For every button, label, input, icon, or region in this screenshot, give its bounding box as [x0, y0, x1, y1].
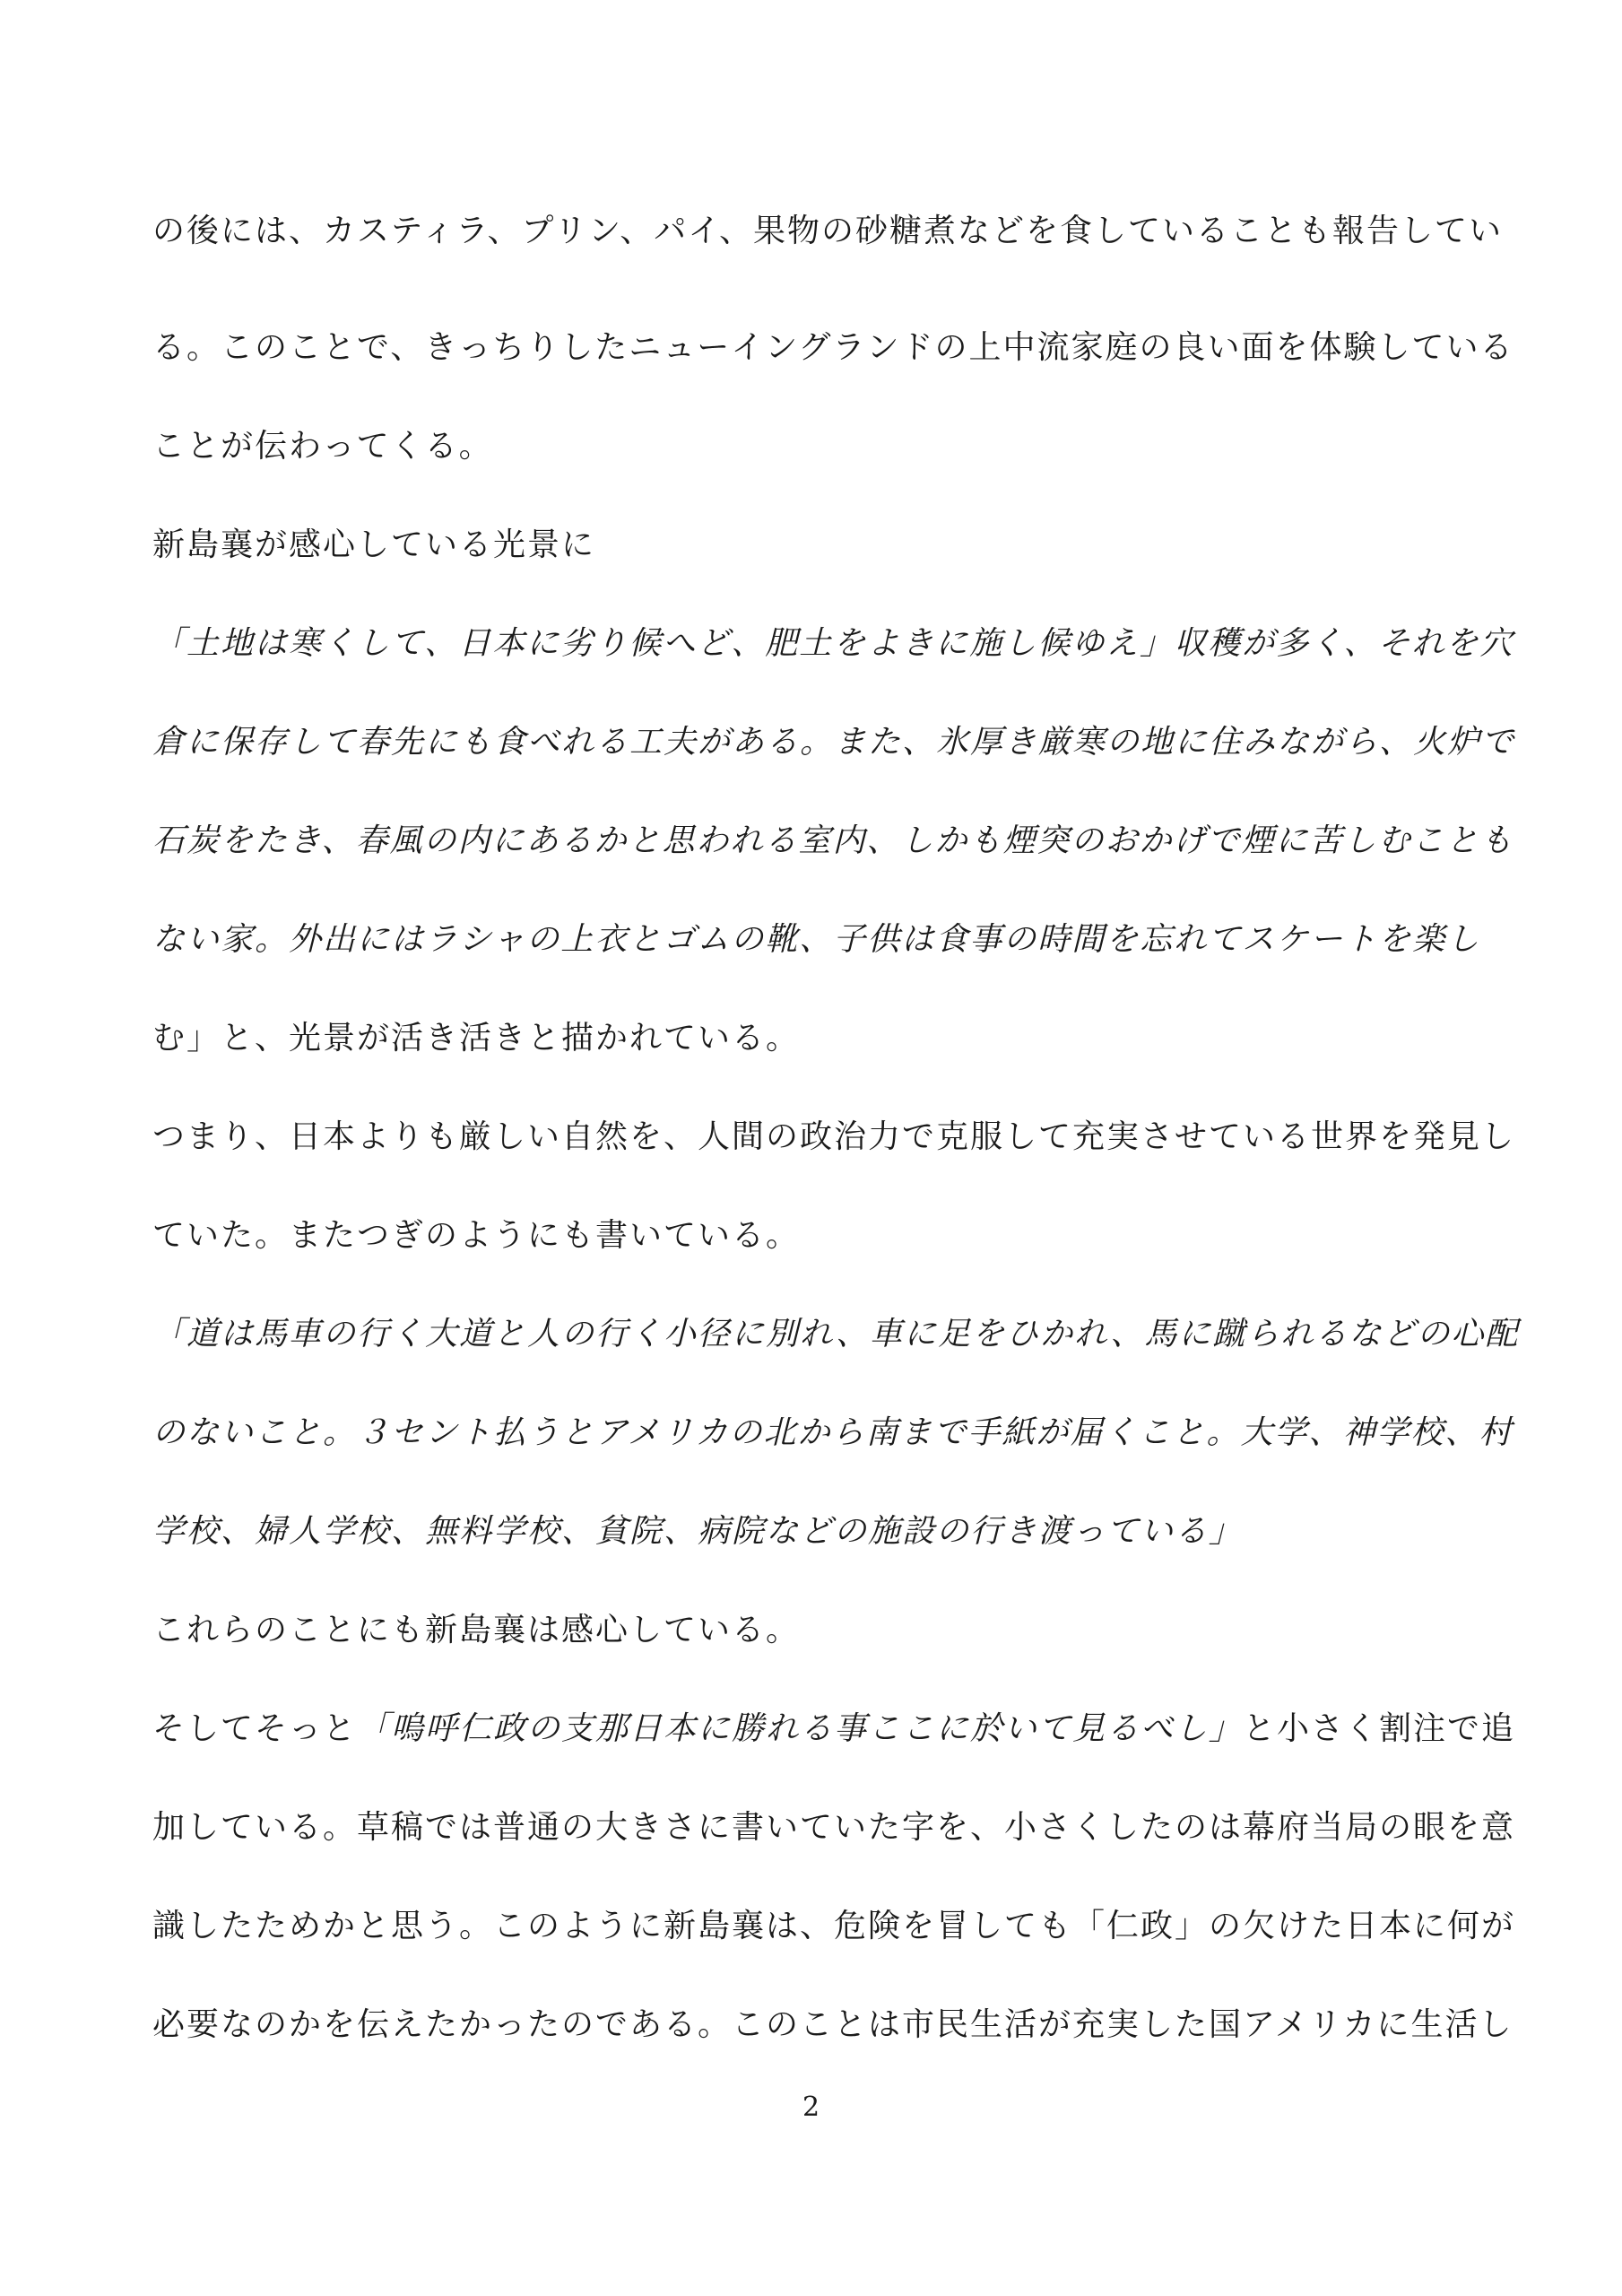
- text-segment: ていた。またつぎのようにも書いている。: [152, 1217, 801, 1254]
- quoted-text: 倉に保存して春先にも食べれる工夫がある。また、氷厚き厳寒の地に住みながら、火炉で: [152, 724, 1516, 761]
- text-line: [152, 1308, 1520, 1361]
- text-segment: これらのことにも新島襄は感心している。: [152, 1612, 801, 1648]
- quoted-text: 「嗚呼仁政の支那日本に勝れる事ここに於いて見るべし」: [357, 1710, 1244, 1747]
- text-line: [152, 617, 1514, 671]
- page-number: 2: [802, 2092, 820, 2123]
- text-segment: の後には、カスティラ、プリン、パイ、果物の砂糖煮などを食していることも報告してい: [152, 213, 1503, 249]
- text-line: [152, 420, 1479, 474]
- text-line: [152, 1505, 1479, 1559]
- text-segment: む」と、光景が活き活きと描かれている。: [152, 1020, 801, 1057]
- text-line: [152, 1900, 1516, 1953]
- text-line: [152, 1209, 1479, 1263]
- text-line: [152, 1406, 1514, 1460]
- quoted-text: 石炭をたき、春風の内にあるかと思われる室内、しかも煙突のおかげで煙に苦しむことも: [152, 822, 1514, 859]
- text-segment: そしてそっと: [152, 1710, 358, 1747]
- text-line: [152, 1702, 1516, 1756]
- text-segment: 必要なのかを伝えたかったのである。このことは市民生活が充実した国アメリカに生活し: [152, 2006, 1514, 2043]
- text-line: [152, 814, 1514, 868]
- text-segment: 新島襄が感心している光景に: [152, 526, 596, 563]
- text-line: [152, 204, 1503, 258]
- text-segment: 識したためかと思う。このように新島襄は、危険を冒しても「仁政」の欠けた日本に何が: [152, 1908, 1516, 1944]
- text-line: [152, 1604, 1479, 1657]
- text-segment: 加している。草稿では普通の大きさに書いていた字を、小さくしたのは幕府当局の眼を意: [152, 1809, 1516, 1846]
- text-line: [152, 321, 1514, 375]
- text-line: [152, 518, 1479, 572]
- text-segment: と小さく割注で追: [1243, 1710, 1516, 1747]
- quoted-text: 「道は馬車の行く大道と人の行く小径に別れ、車に足をひかれ、馬に蹴られるなどの心配: [152, 1316, 1520, 1352]
- text-segment: ことが伝わってくる。: [152, 428, 493, 465]
- text-segment: る。このことで、きっちりしたニューイングランドの上中流家庭の良い面を体験している: [152, 329, 1514, 366]
- quoted-text: ない家。外出にはラシャの上衣とゴムの靴、子供は食事の時間を忘れてスケートを楽し: [152, 921, 1481, 958]
- text-line: [152, 716, 1516, 770]
- quoted-text: 「土地は寒くして、日本に劣り候へど、肥土をよきに施し候ゆえ」収穫が多く、それを穴: [152, 625, 1514, 662]
- text-line: [152, 1801, 1516, 1855]
- quoted-text: 学校、婦人学校、無料学校、貧院、病院などの施設の行き渡っている」: [152, 1513, 1244, 1550]
- text-line: [152, 913, 1479, 967]
- text-line: [152, 1110, 1516, 1164]
- text-segment: つまり、日本よりも厳しい自然を、人間の政治力で克服して充実させている世界を発見し: [152, 1118, 1516, 1155]
- text-line: [152, 1012, 1479, 1065]
- quoted-text: のないこと。３セント払うとアメリカの北から南まで手紙が届くこと。大学、神学校、村: [152, 1414, 1514, 1451]
- text-line: [152, 1998, 1514, 2052]
